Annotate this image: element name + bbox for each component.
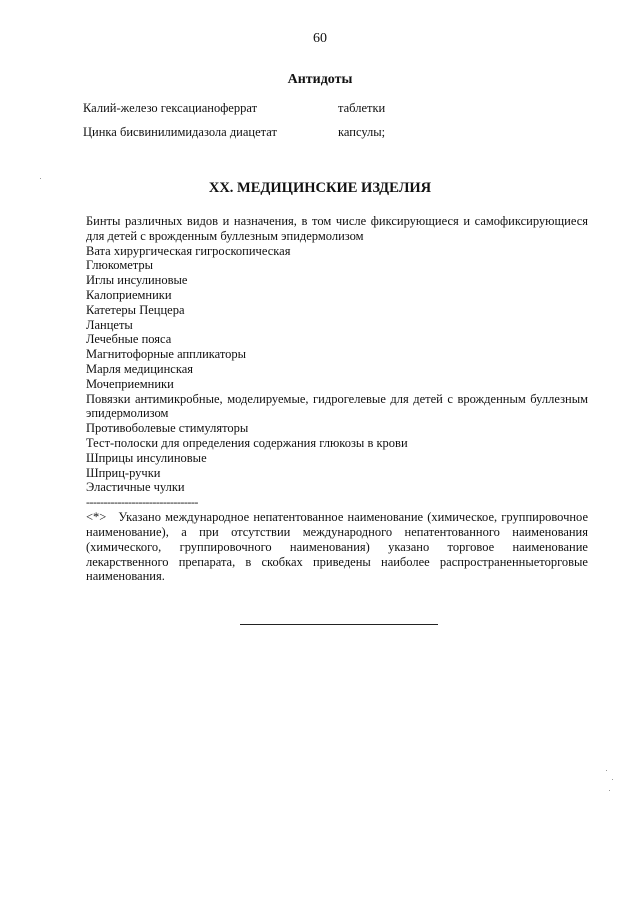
footnote [86,510,588,584]
antidotes-heading: Антидоты [287,72,353,87]
list-item: Иглы инсулиновые [86,273,188,288]
list-item: Эластичные чулки [86,480,185,495]
scan-speck [606,770,607,771]
section-title: XX. МЕДИЦИНСКИЕ ИЗДЕЛИЯ [208,180,432,196]
end-rule [240,624,438,625]
list-item: Тест-полоски для определения содержания глюкозы в крови [86,435,408,450]
list-item: Марля медицинская [86,361,194,376]
list-item: Повязки антимикробные, моделируемые, гидрогелевые для детей с врожденным буллезным эпидермолизом [86,391,588,421]
footnote-marker: <*> [86,510,107,525]
antidote-form: капсулы; [338,125,386,139]
medical-devices-list [86,214,588,584]
list-item: Мочеприемники [86,376,174,391]
antidote-name: Цинка бисвинилимидазола диацетат [83,125,277,139]
list-item: Бинты различных видов и назначения, в том числе фиксирующиеся и самофиксирующиеся для детей с врожденным буллезным эпидермолизом [86,214,588,243]
list-item: Шприц-ручки [86,465,161,480]
list-item: Лечебные пояса [86,332,172,347]
footnote-divider: -------------------------------- [86,495,198,510]
antidote-name: Калий-железо гексацианоферрат [83,101,258,115]
list-item: Противоболевые стимуляторы [86,421,249,436]
scan-speck [609,790,610,791]
list-item: Шприцы инсулиновые [86,450,207,465]
list-item: Магнитофорные аппликаторы [86,347,247,362]
list-item: Калоприемники [86,287,172,302]
list-item: Вата хирургическая гигроскопическая [86,243,291,258]
antidote-form: таблетки [338,101,386,115]
list-item: Ланцеты [86,317,133,332]
list-item: Глюкометры [86,258,154,273]
scan-speck [40,178,41,179]
footnote-text: Указано международное непатентованное наименование (химическое, группировочное наименование), а при отсутствии международного непатентованного наименования (химического, группировочного наименования) указано торговое наименование лекарственного препарата, в скобках приведены наиболее распространенныеторговые наименования. [86,510,588,584]
list-item: Катетеры Пеццера [86,302,185,317]
scan-speck [612,779,613,780]
page-number: 60 [313,31,327,46]
